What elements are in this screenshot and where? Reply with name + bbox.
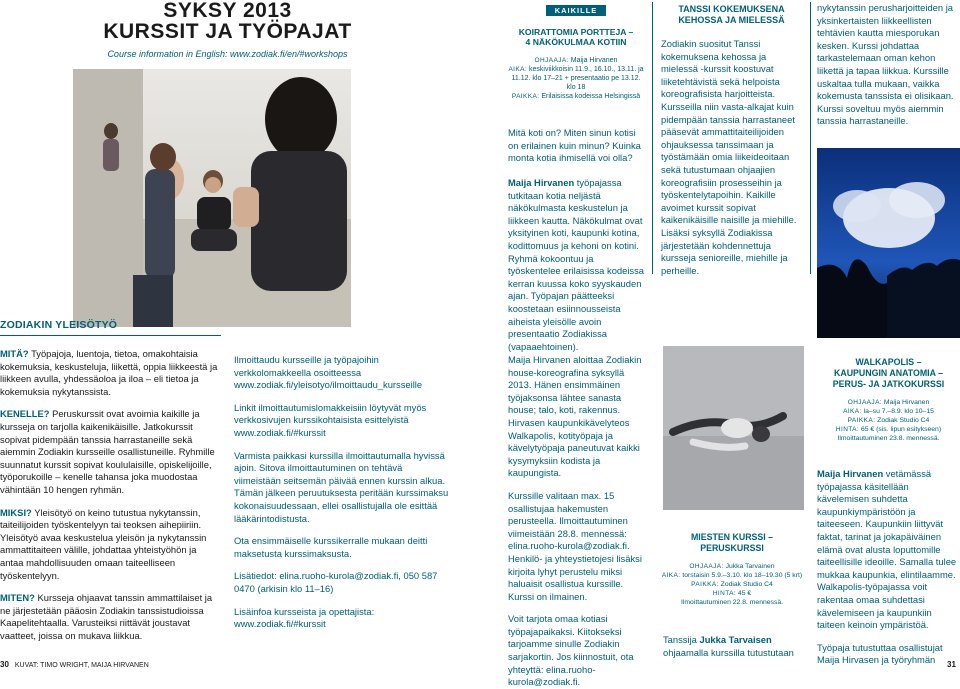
photo-credits: KUVAT: TIMO WRIGHT, MAIJA HIRVANEN	[14, 662, 149, 669]
page-number-left: 30	[0, 660, 9, 669]
koirattomia-body-name: Maija Hirvanen	[508, 177, 575, 188]
yleisotyo-kenelle	[0, 408, 221, 496]
miesten-header	[660, 532, 804, 607]
yleisotyo-mita	[0, 348, 221, 398]
miten-label: MITEN?	[0, 592, 35, 604]
info-receipt: Ota ensimmäiselle kurssikerralle mukaan deitti maksetusta kurssimaksusta.	[234, 535, 428, 559]
miesten-body: Tanssija Jukka Tarvaisen ohjaamalla kurssilla tutustutaan	[663, 634, 794, 658]
page-title-block	[95, 0, 360, 59]
info-registration[interactable]: Ilmoittaudu kursseille ja työpajoihin verkkolomakkeella osoitteessa www.zodiak.fi/yleisotyo/ilmoittaudu_kursseille	[234, 354, 423, 391]
miesten-description: nykytanssin perusharjoitteiden ja yksinkertaisten liikkeellisten tehtävien kautta miesporukan kesken. Kurssi johdattaa tarkastelemaan oman kehon liikettä ja tapaa liikkua. Kurssille uskaltaa tulla mukaan, vaikka kokemusta tanssista ei olisikaan. Kurssi soveltuu myös aiemmin tanssia harrastaneille.	[817, 2, 954, 127]
koke-title-line1: TANSSI KOKEMUKSENA	[678, 4, 785, 14]
yleisotyo-column	[0, 348, 221, 642]
koirattomia-ohjaaja: OHJAAJA: Maija Hirvanen	[534, 57, 618, 64]
miesten-title-line1: MIESTEN KURSSI –	[690, 532, 774, 542]
walkapolis-title-line1: WALKAPOLIS –	[855, 357, 922, 367]
koirattomia-paikka: PAIKKA: Erilaisissa kodeissa Helsingissä	[511, 93, 641, 100]
kenelle-label: KENELLE?	[0, 408, 50, 420]
dance-class-photo	[73, 69, 351, 327]
miten-text: Kursseja ohjaavat tanssin ammattilaiset ja ne järjestetään pääosin Zodiakin tanssistudioissa Kaapelitehtaalla. Varusteiksi riittävät joustavat vaatteet, joissa on mukava liikkua.	[0, 592, 213, 641]
miesten-title-line2: PERUSKURSSI	[700, 543, 764, 553]
dancer-floor-photo	[663, 346, 804, 510]
info-links[interactable]: Linkit ilmoittautumislomakkeisiin löytyvät myös verkkosivujen kurssikohtaisista esittelyistä www.zodiak.fi/#kurssit	[234, 401, 427, 438]
koirattomia-body-text: työpajassa tutkitaan kotia neljästä näkökulmasta keskustelun ja liikkeen kautta. Näkökulmat ovat yksityinen koti, kaupunki kotina, kodittomuus ja kehoni on kotini. Ryhmä kokoontuu ja työskentelee erilaisissa kodeissa kerran kuussa koko syyskauden ajan. Työpajan päätteeksi koostetaan esiinnousseista aiheista yleisölle avoin presentaatio Zodiakissa (vapaaehtoinen).	[508, 177, 645, 352]
koirattomia-details	[508, 56, 644, 101]
landscape-photo	[817, 148, 960, 338]
info-contact[interactable]: Lisätiedot: elina.ruoho-kurola@zodiak.fi, 050 587 0470 (arkisin klo 11–16)	[234, 570, 438, 594]
mita-label: MITÄ?	[0, 348, 29, 359]
column-rule-1	[652, 2, 653, 274]
hirvanen-application[interactable]: Kurssille valitaan max. 15 osallistujaa hakemusten perusteella. Ilmoittautuminen viimeistään 28.8. mennessä: elina.ruoho-kurola@zodiak.fi. Henkilö- ja yhteystietojesi lisäksi kirjoita lyhyt perustelu miksi haluaisit osallistua kurssille. Kurssi on ilmainen.	[508, 489, 642, 602]
walkapolis-ohjaaja: OHJAAJA: Maija Hirvanen	[847, 399, 930, 406]
koke-title	[660, 4, 803, 26]
walkapolis-hinta: HINTA: 65 € (sis. lipun esitykseen)	[835, 426, 942, 433]
koirattomia-header	[508, 0, 644, 101]
miesten-paikka: PAIKKA: Zodiak Studio C4	[691, 581, 773, 588]
yleisotyo-miksi	[0, 507, 221, 583]
miksi-label: MIKSI?	[0, 506, 32, 518]
walkapolis-title-line2: KAUPUNGIN ANATOMIA –	[834, 368, 943, 378]
koirattomia-body	[508, 177, 644, 353]
walkapolis-header	[817, 357, 960, 443]
miesten-aika: AIKA: torstaisin 5.9.–3.10. klo 18–19.30 (5 krt)	[661, 572, 803, 579]
page-title-line1: SYKSY 2013	[163, 0, 292, 22]
info-more[interactable]: Lisäinfoa kursseista ja opettajista: www.zodiak.fi/#kurssit	[234, 605, 375, 630]
info-binding: Varmista paikkasi kurssilla ilmoittautumalla hyvissä ajoin. Sitova ilmoittautuminen on tehtävä viimeistään seitsemän päivää ennen kurssin alkua. Tämän jälkeen peruutuksesta peritään kurssimaksu kokonaisuudessaan, ellei osallistujalla ole esittää lääkärintodistusta.	[234, 449, 449, 524]
miesten-ilmo: Ilmoittautuminen 22.8. mennessä.	[680, 599, 783, 606]
walkapolis-details	[817, 398, 960, 443]
miesten-details	[660, 562, 804, 607]
kenelle-text: Peruskurssit ovat avoimia kaikille ja kursseja on tarjolla kaikenikäisille. Jatkokurssit sopivat pidempään tanssia harrastaneille sekä aiemmin Zodiakin kursseille osallistuneille. Ryhmille suunnatut kurssit sopivat koululaisille, opiskelijoille, työporukoille – kenelle tahansa joka muodostaa vähintään 10 hengen ryhmän.	[0, 408, 215, 495]
walkapolis-body: Maija Hirvanen vetämässä työpajassa käsitellään kävelemisen suhdetta kaupunkiympäristöön ja taiteeseen. Kaupunkiin liittyvät faktat, tarinat ja jokapäiväinen elämä ovat alusta loputtomille taiteellisille ideoille. Samalla tulee mukkaa kaupunkia, elintilaamme. Walkapolis-työpajassa voit rakentaa omaa suhdettasi kävelemiseen ja kaupunkiin taiteen keinoin ympäristöä. Työpaja tutustuttaa osallistujat Maija Hirvasen ja työryhmän	[817, 468, 957, 666]
page-number-right: 31	[947, 660, 956, 669]
koke-body: Zodiakin suositut Tanssi kokemuksena kehossa ja mielessä -kurssit koostuvat liiketehtävistä sekä helpoista koreografisista harjoitteista. Kursseilla niin vasta-alkajat kuin pidempään tanssia harrastaneet pääsevät ammattitaiteilijoiden ohjauksessa tanssimaan ja työstämään omia liikeideoitaan sekä tutustumaan ohjaajien koreografisiin prosesseihin ja työskentelytapoihin. Kaikille avoimet kurssit sopivat kaikenikäisille naisille ja miehille. Lisäksi syksyllä Zodiakissa järjestetään kohdennettuja kursseja senioreille, miehille ja perheille.	[661, 38, 797, 276]
koirattomia-title-line2: 4 NÄKÖKULMAA KOTIIN	[525, 37, 627, 47]
footer-left	[0, 660, 149, 669]
koirattomia-intro: Mitä koti on? Miten sinun kotisi on erilainen kuin minun? Kuinka monta kotia ihmisellä voi olla?	[508, 127, 641, 164]
registration-info-column	[234, 354, 449, 631]
landscape-illustration	[817, 148, 960, 338]
koirattomia-aika: AIKA: keskiviikkoisin 11.9., 16.10., 13.11. ja 11.12. klo 17–21 + presentaatio pe 13.12. klo 18	[508, 66, 644, 91]
dancer-illustration	[663, 346, 804, 510]
miksi-text: Yleisötyö on keino tutustua nykytanssin, taiteilijoiden työskentelyyn tai teoksen aihepiiriin. Yleisötyö avaa keskustelua yleisön ja nykytanssin ammattitaiteen välille, johdattaa yhteistyöhön ja antaa mahdollisuuden omaan taiteelliseen työskentelyyn.	[0, 506, 207, 581]
koirattomia-title-line1: KOIRATTOMIA PORTTEJA –	[518, 27, 634, 37]
page-title-line2: KURSSIT JA TYÖPAJAT	[103, 20, 352, 43]
walkapolis-paikka: PAIKKA: Zodiak Studio C4	[847, 417, 930, 424]
dance-class-illustration	[73, 69, 351, 327]
walkapolis-aika: AIKA: la–su 7.–8.9. klo 10–15	[843, 408, 934, 415]
koke-title-line2: KEHOSSA JA MIELESSÄ	[678, 15, 785, 25]
hirvanen-house: Maija Hirvanen aloittaa Zodiakin house-koreografina syksyllä 2013. Hänen ensimmäinen työjaksonsa lähtee sanasta house; talo, koti, rakennus. Hirvasen kaupunkikävelyteos Walkapolis, kotityöpaja ja kävelytyöpaja paneutuvat kaikki kysymyksiin kodista ja kaupungista.	[508, 354, 642, 479]
miesten-hinta: HINTA: 45 €	[712, 590, 752, 597]
yleisotyo-miten	[0, 592, 221, 642]
walkapolis-ilmo: Ilmoittautuminen 23.8. mennessä.	[837, 435, 940, 442]
miesten-ohjaaja: OHJAAJA: Jukka Tarvainen	[689, 563, 775, 570]
audience-badge: KAIKILLE	[546, 5, 607, 16]
section-divider-yleisotyo	[0, 335, 221, 336]
hirvanen-offer[interactable]: Voit tarjota omaa kotiasi työpajapaikaksi. Kiitokseksi tarjoamme sinulle Zodiakin sarjakortin. Jos kiinnostuit, ota yhteyttä: elina.ruoho-kurola@zodiak.fi.	[508, 613, 634, 688]
mita-text: Työpajoja, luentoja, tietoa, omakohtaisia kokemuksia, keskusteluja, liikettä, oppia liikkeestä ja liikkeen avulla, yhdessäoloa ja iloa – eli tietoa ja kokemuksia nykytanssista.	[0, 348, 218, 397]
section-heading-yleisotyo: ZODIAKIN YLEISÖTYÖ	[0, 319, 118, 331]
english-info-link[interactable]: Course information in English: www.zodiak.fi/en/#workshops	[107, 49, 348, 59]
hirvanen-column	[508, 354, 644, 689]
walkapolis-title-line3: PERUS- JA JATKOKURSSI	[832, 379, 945, 389]
column-rule-2	[810, 2, 811, 274]
